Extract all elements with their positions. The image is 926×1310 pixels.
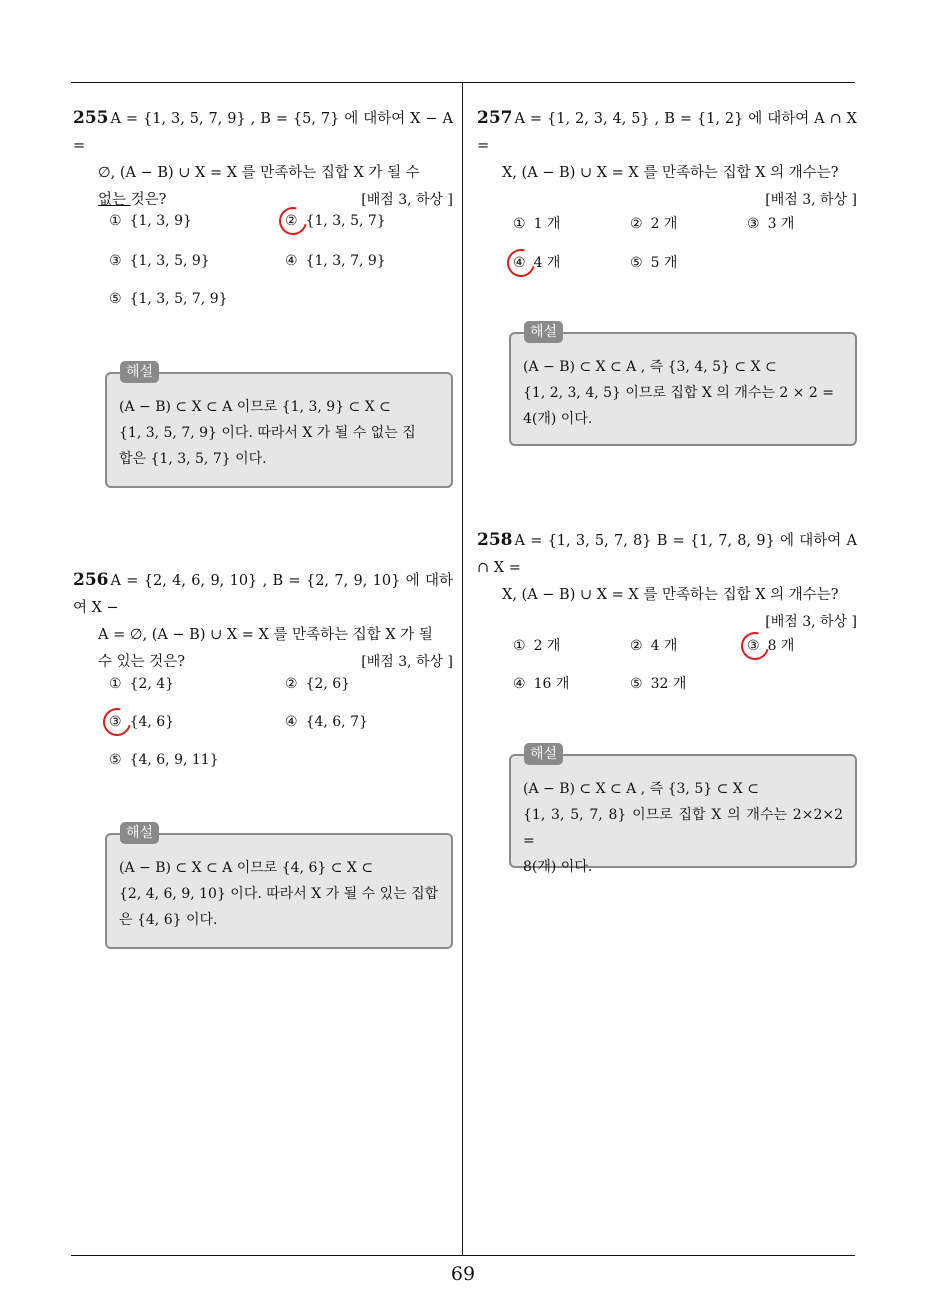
problem-256 (73, 567, 453, 676)
column-divider (462, 83, 463, 1255)
question-text: 256 A = {2, 4, 6, 9, 10} , B = {2, 7, 9, 10} 에 대하여 X − A = ∅, (A − B) ∪ X = X 를 만족하는 집합 X 가 될 수 있는 것은? [배점 3, 하상 ] (73, 567, 453, 676)
solution-box-258: 해설 (A − B) ⊂ X ⊂ A , 즉 {3, 5} ⊂ X ⊂ {1, 3, 5, 7, 8} 이므로 집합 X 의 개수는 2×2×2 = 8(개) 이다. (509, 754, 857, 868)
choice-2-selected[interactable]: ② {1, 3, 5, 7} (285, 213, 386, 229)
page-number: 69 (450, 1263, 476, 1285)
score-label: [배점 3, 하상 ] (361, 654, 453, 670)
question-text: 255 A = {1, 3, 5, 7, 9} , B = {5, 7} 에 대하여 X − A = ∅, (A − B) ∪ X = X 를 만족하는 집합 X 가 될 수 없는 것은? [배점 3, 하상 ] (73, 105, 453, 214)
question-text: 258 A = {1, 3, 5, 7, 8} B = {1, 7, 8, 9} 에 대하여 A ∩ X = X, (A − B) ∪ X = X 를 만족하는 집합 X 의 개수는? [배점 3, 하상 ] (477, 527, 857, 636)
problem-number: 258 (477, 530, 513, 550)
problem-number: 257 (477, 108, 513, 128)
solution-label: 해설 (524, 743, 563, 765)
choice-4-selected[interactable]: ④ 4 개 (513, 255, 561, 271)
top-rule (71, 82, 855, 83)
choice-1[interactable]: ① 1 개 (513, 216, 561, 232)
problem-255 (73, 105, 453, 214)
problem-number: 256 (73, 570, 109, 590)
solution-label: 해설 (120, 822, 159, 844)
score-label: [배점 3, 하상 ] (361, 192, 453, 208)
choice-1[interactable]: ① 2 개 (513, 638, 561, 654)
solution-label: 해설 (524, 321, 563, 343)
choice-3[interactable]: ③ 3 개 (747, 216, 795, 232)
choice-4[interactable]: ④ 16 개 (513, 676, 570, 692)
choice-2[interactable]: ② {2, 6} (285, 676, 351, 692)
solution-box-256: 해설 (A − B) ⊂ X ⊂ A 이므로 {4, 6} ⊂ X ⊂ {2, 4, 6, 9, 10} 이다. 따라서 X 가 될 수 있는 집합 은 {4, 6} 이다. (105, 833, 453, 949)
choice-1[interactable]: ① {1, 3, 9} (109, 213, 192, 229)
choice-1[interactable]: ① {2, 4} (109, 676, 175, 692)
choice-4[interactable]: ④ {4, 6, 7} (285, 714, 368, 730)
choice-4[interactable]: ④ {1, 3, 7, 9} (285, 253, 386, 269)
selected-circle-mark: ③ (109, 714, 122, 730)
selected-circle-mark: ② (285, 213, 298, 229)
choice-5[interactable]: ⑤ 32 개 (630, 676, 687, 692)
solution-box-255: 해설 (A − B) ⊂ X ⊂ A 이므로 {1, 3, 9} ⊂ X ⊂ {1, 3, 5, 7, 9} 이다. 따라서 X 가 될 수 없는 집 합은 {1, 3, 5, 7} 이다. (105, 372, 453, 488)
solution-label: 해설 (120, 361, 159, 383)
choice-2[interactable]: ② 4 개 (630, 638, 678, 654)
choice-2[interactable]: ② 2 개 (630, 216, 678, 232)
choice-5[interactable]: ⑤ {1, 3, 5, 7, 9} (109, 291, 228, 307)
choice-3-selected[interactable]: ③ {4, 6} (109, 714, 175, 730)
score-label: [배점 3, 하상 ] (765, 192, 857, 208)
choice-5[interactable]: ⑤ 5 개 (630, 255, 678, 271)
problem-number: 255 (73, 108, 109, 128)
choice-5[interactable]: ⑤ {4, 6, 9, 11} (109, 752, 219, 768)
score-label: [배점 3, 하상 ] (765, 614, 857, 630)
choice-3-selected[interactable]: ③ 8 개 (747, 638, 795, 654)
bottom-rule (71, 1255, 855, 1256)
solution-box-257: 해설 (A − B) ⊂ X ⊂ A , 즉 {3, 4, 5} ⊂ X ⊂ {1, 2, 3, 4, 5} 이므로 집합 X 의 개수는 2 × 2 = 4(개) 이다. (509, 332, 857, 446)
selected-circle-mark: ③ (747, 638, 760, 654)
question-text: 257 A = {1, 2, 3, 4, 5} , B = {1, 2} 에 대하여 A ∩ X = X, (A − B) ∪ X = X 를 만족하는 집합 X 의 개수는? [배점 3, 하상 ] (477, 105, 857, 214)
problem-258 (477, 527, 857, 636)
selected-circle-mark: ④ (513, 255, 526, 271)
problem-257 (477, 105, 857, 214)
choice-3[interactable]: ③ {1, 3, 5, 9} (109, 253, 210, 269)
